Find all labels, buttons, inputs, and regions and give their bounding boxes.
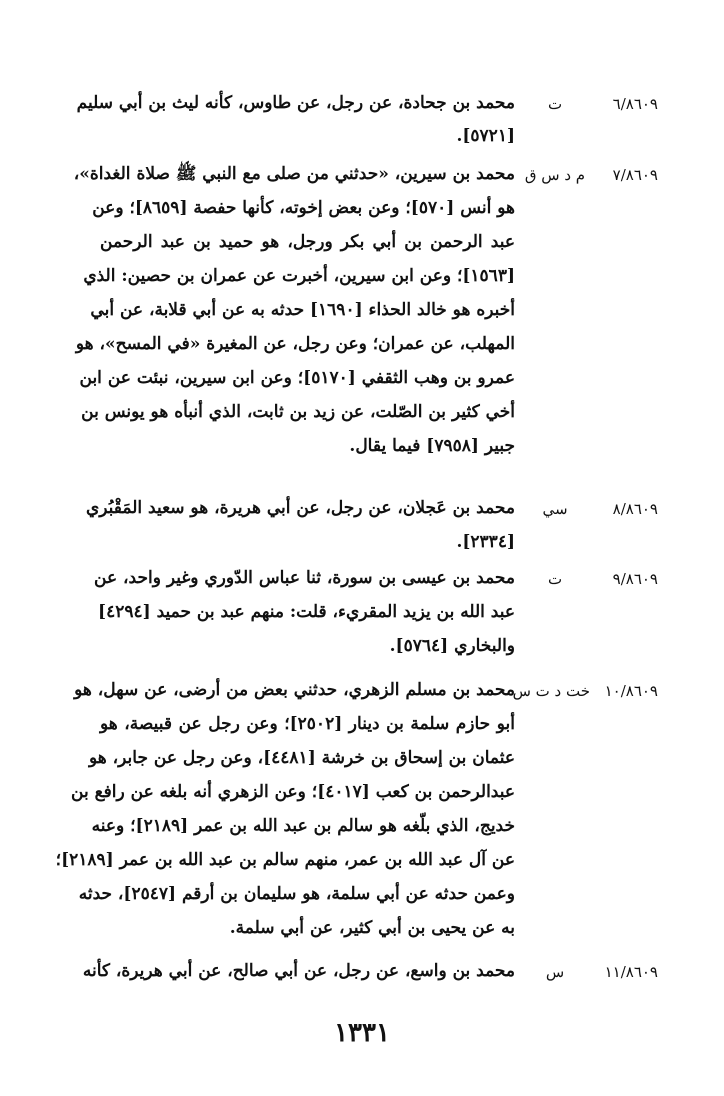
entry-code: خت د ت س <box>512 682 590 700</box>
entry-line: والبخاري [٥٧٦٤]. <box>389 636 515 656</box>
entry-line: جبير [٧٩٥٨] فيما يقال. <box>349 436 515 456</box>
entry-code: ت <box>547 95 563 113</box>
entry-line: أخي كثير بن الصّلت، عن زيد بن ثابت، الذي أنبأه هو يونس بن <box>81 402 515 422</box>
entry-code: س <box>545 963 565 981</box>
entry-line: خديج، الذي بلّغه هو سالم بن عبد الله بن عمر [٢١٨٩]؛ وعنه <box>91 816 515 836</box>
entry-number: ١١/٨٦٠٩ <box>604 963 658 981</box>
entry-number: ٨/٨٦٠٩ <box>612 500 658 518</box>
entry-line: عن آل عبد الله بن عمر، منهم سالم بن عبد الله بن عمر [٢١٨٩]؛ <box>55 850 515 870</box>
entry-line: عبد الرحمن بن أبي بكر ورجل، هو حميد بن عبد الرحمن <box>100 232 515 252</box>
entry-line: محمد بن جحادة، عن رجل، عن طاوس، كأنه ليث بن أبي سليم <box>76 93 515 113</box>
entry-line: وعمن حدثه عن أبي سلمة، هو سليمان بن أرقم [٢٥٤٧]، حدثه <box>78 884 515 904</box>
entry-line: عبدالرحمن بن كعب [٤٠١٧]؛ وعن الزهري أنه بلغه عن رافع بن <box>71 782 515 802</box>
entry-line: محمد بن واسع، عن رجل، عن أبي صالح، عن أبي هريرة، كأنه <box>82 961 515 981</box>
entry-code: سي <box>542 500 568 518</box>
entry-number: ٦/٨٦٠٩ <box>612 95 658 113</box>
entry-line: عثمان بن إسحاق بن خرشة [٤٤٨١]، وعن رجل عن جابر، هو <box>89 748 515 768</box>
entry-number: ٧/٨٦٠٩ <box>612 166 658 184</box>
entry-line: محمد بن عَجلان، عن رجل، عن أبي هريرة، هو سعيد المَقْبُري <box>85 498 515 518</box>
entry-line: المهلب، عن عمران؛ وعن رجل، عن المغيرة «في المسح»، هو <box>75 334 515 354</box>
entry-line: محمد بن عيسى بن سورة، ثنا عباس الدّوري وغير واحد، عن <box>94 568 515 588</box>
entry-line: أبو حازم سلمة بن دينار [٢٥٠٢]؛ وعن رجل عن قبيصة، هو <box>100 714 515 734</box>
entry-line: محمد بن سيرين، «حدثني من صلى مع النبي ﷺ صلاة الغداة»، <box>73 164 515 184</box>
entry-line: عمرو بن وهب الثقفي [٥١٧٠]؛ وعن ابن سيرين، نبئت عن ابن <box>79 368 515 388</box>
entry-line: عبد الله بن يزيد المقريء، قلت: منهم عبد بن حميد [٤٢٩٤] <box>98 602 515 622</box>
page-number: ١٣٣١ <box>334 1018 390 1048</box>
entry-number: ٩/٨٦٠٩ <box>612 570 658 588</box>
entry-line: [٢٣٣٤]. <box>456 532 515 552</box>
entry-line: به عن يحيى بن أبي كثير، عن أبي سلمة. <box>229 918 515 938</box>
entry-line: هو أنس [٥٧٠]؛ وعن بعض إخوته، كأنها حفصة [٨٦٥٩]؛ وعن <box>92 198 515 218</box>
entry-code: م د س ق <box>524 166 586 184</box>
entry-line: أخبره هو خالد الحذاء [١٦٩٠] حدثه به عن أبي قلابة، عن أبي <box>90 300 515 320</box>
entry-line: محمد بن مسلم الزهري، حدثني بعض من أرضى، عن سهل، هو <box>74 680 515 700</box>
entry-code: ت <box>547 570 563 588</box>
entry-number: ١٠/٨٦٠٩ <box>604 682 658 700</box>
entry-line: [١٥٦٣]؛ وعن ابن سيرين، أخبرت عن عمران بن حصين: الذي <box>83 266 515 286</box>
entry-line: [٥٧٢١]. <box>456 126 515 146</box>
